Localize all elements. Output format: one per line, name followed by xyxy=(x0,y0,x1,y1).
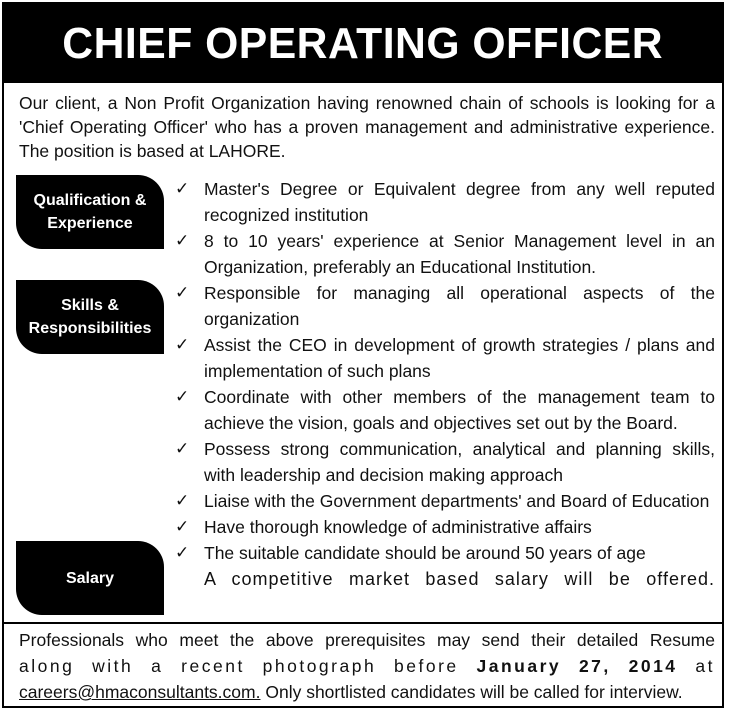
salary-note: A competitive market based salary will be offered. xyxy=(204,569,715,589)
skills-label-line1: Skills & xyxy=(61,297,119,314)
contact-email-link[interactable]: careers@hmaconsultants.com. xyxy=(19,682,261,702)
list-item xyxy=(173,176,715,228)
skills-item-2: Assist the CEO in development of growth strategies / plans and implementation of such plans xyxy=(204,335,715,381)
checkmark-icon: ✓ xyxy=(175,335,190,354)
checkmark-icon: ✓ xyxy=(175,439,190,458)
footer-line-2-prefix: along with a recent photograph before xyxy=(19,656,459,676)
qualification-badge xyxy=(16,175,164,249)
footer-line-1: Professionals who meet the above prerequisites may send their detailed Resume xyxy=(19,630,715,650)
checkmark-icon: ✓ xyxy=(175,491,190,510)
skills-item-4: Possess strong communication, analytical and planning skills, with leadership and decision making approach xyxy=(204,439,715,485)
checkmark-icon: ✓ xyxy=(175,387,190,406)
footer-line-2-suffix: at xyxy=(695,656,715,676)
footer-divider xyxy=(4,622,722,624)
salary-item-1: The suitable candidate should be around 50 years of age xyxy=(204,543,646,563)
checkmark-icon: ✓ xyxy=(175,543,190,562)
list-item xyxy=(173,228,715,280)
title-banner xyxy=(4,4,722,83)
list-item xyxy=(173,540,715,566)
list-item xyxy=(173,332,715,384)
requirements-list xyxy=(173,176,715,592)
intro-paragraph: Our client, a Non Profit Organization having renowned chain of schools is looking for a 'Chief Operating Officer' who has a proven management and administrative experience. The position is based at LAHORE. xyxy=(19,93,715,161)
qualification-label-line2: Experience xyxy=(47,215,133,232)
page-title: CHIEF OPERATING OFFICER xyxy=(62,18,664,68)
application-instructions xyxy=(19,627,715,705)
checkmark-icon: ✓ xyxy=(175,283,190,302)
skills-item-5: Liaise with the Government departments' and Board of Education xyxy=(204,491,710,511)
qualification-item-2: 8 to 10 years' experience at Senior Management level in an Organization, preferably an Educational Institution. xyxy=(204,231,715,277)
salary-label: Salary xyxy=(65,569,115,587)
skills-item-1: Responsible for managing all operational aspects of the organization xyxy=(204,283,715,329)
job-advertisement xyxy=(2,2,724,708)
list-item xyxy=(173,436,715,488)
skills-item-6: Have thorough knowledge of administrative affairs xyxy=(204,517,592,537)
checkmark-icon: ✓ xyxy=(175,231,190,250)
skills-badge xyxy=(16,280,164,354)
footer-line-2 xyxy=(19,653,715,679)
salary-badge xyxy=(16,541,164,615)
checkmark-icon: ✓ xyxy=(175,517,190,536)
qualification-label-line1: Qualification & xyxy=(33,192,147,209)
list-item xyxy=(173,384,715,436)
checkmark-icon: ✓ xyxy=(175,179,190,198)
footer-line-3-suffix: Only shortlisted candidates will be called for interview. xyxy=(260,682,683,702)
skills-label-line2: Responsibilities xyxy=(28,320,152,337)
list-item xyxy=(173,514,715,540)
qualification-item-1: Master's Degree or Equivalent degree from any well reputed recognized institution xyxy=(204,179,715,225)
application-deadline: January 27, 2014 xyxy=(476,656,678,676)
footer-line-3 xyxy=(19,679,715,705)
list-item xyxy=(173,488,715,514)
list-item xyxy=(173,280,715,332)
skills-item-3: Coordinate with other members of the management team to achieve the vision, goals and objectives set out by the Board. xyxy=(204,387,715,433)
